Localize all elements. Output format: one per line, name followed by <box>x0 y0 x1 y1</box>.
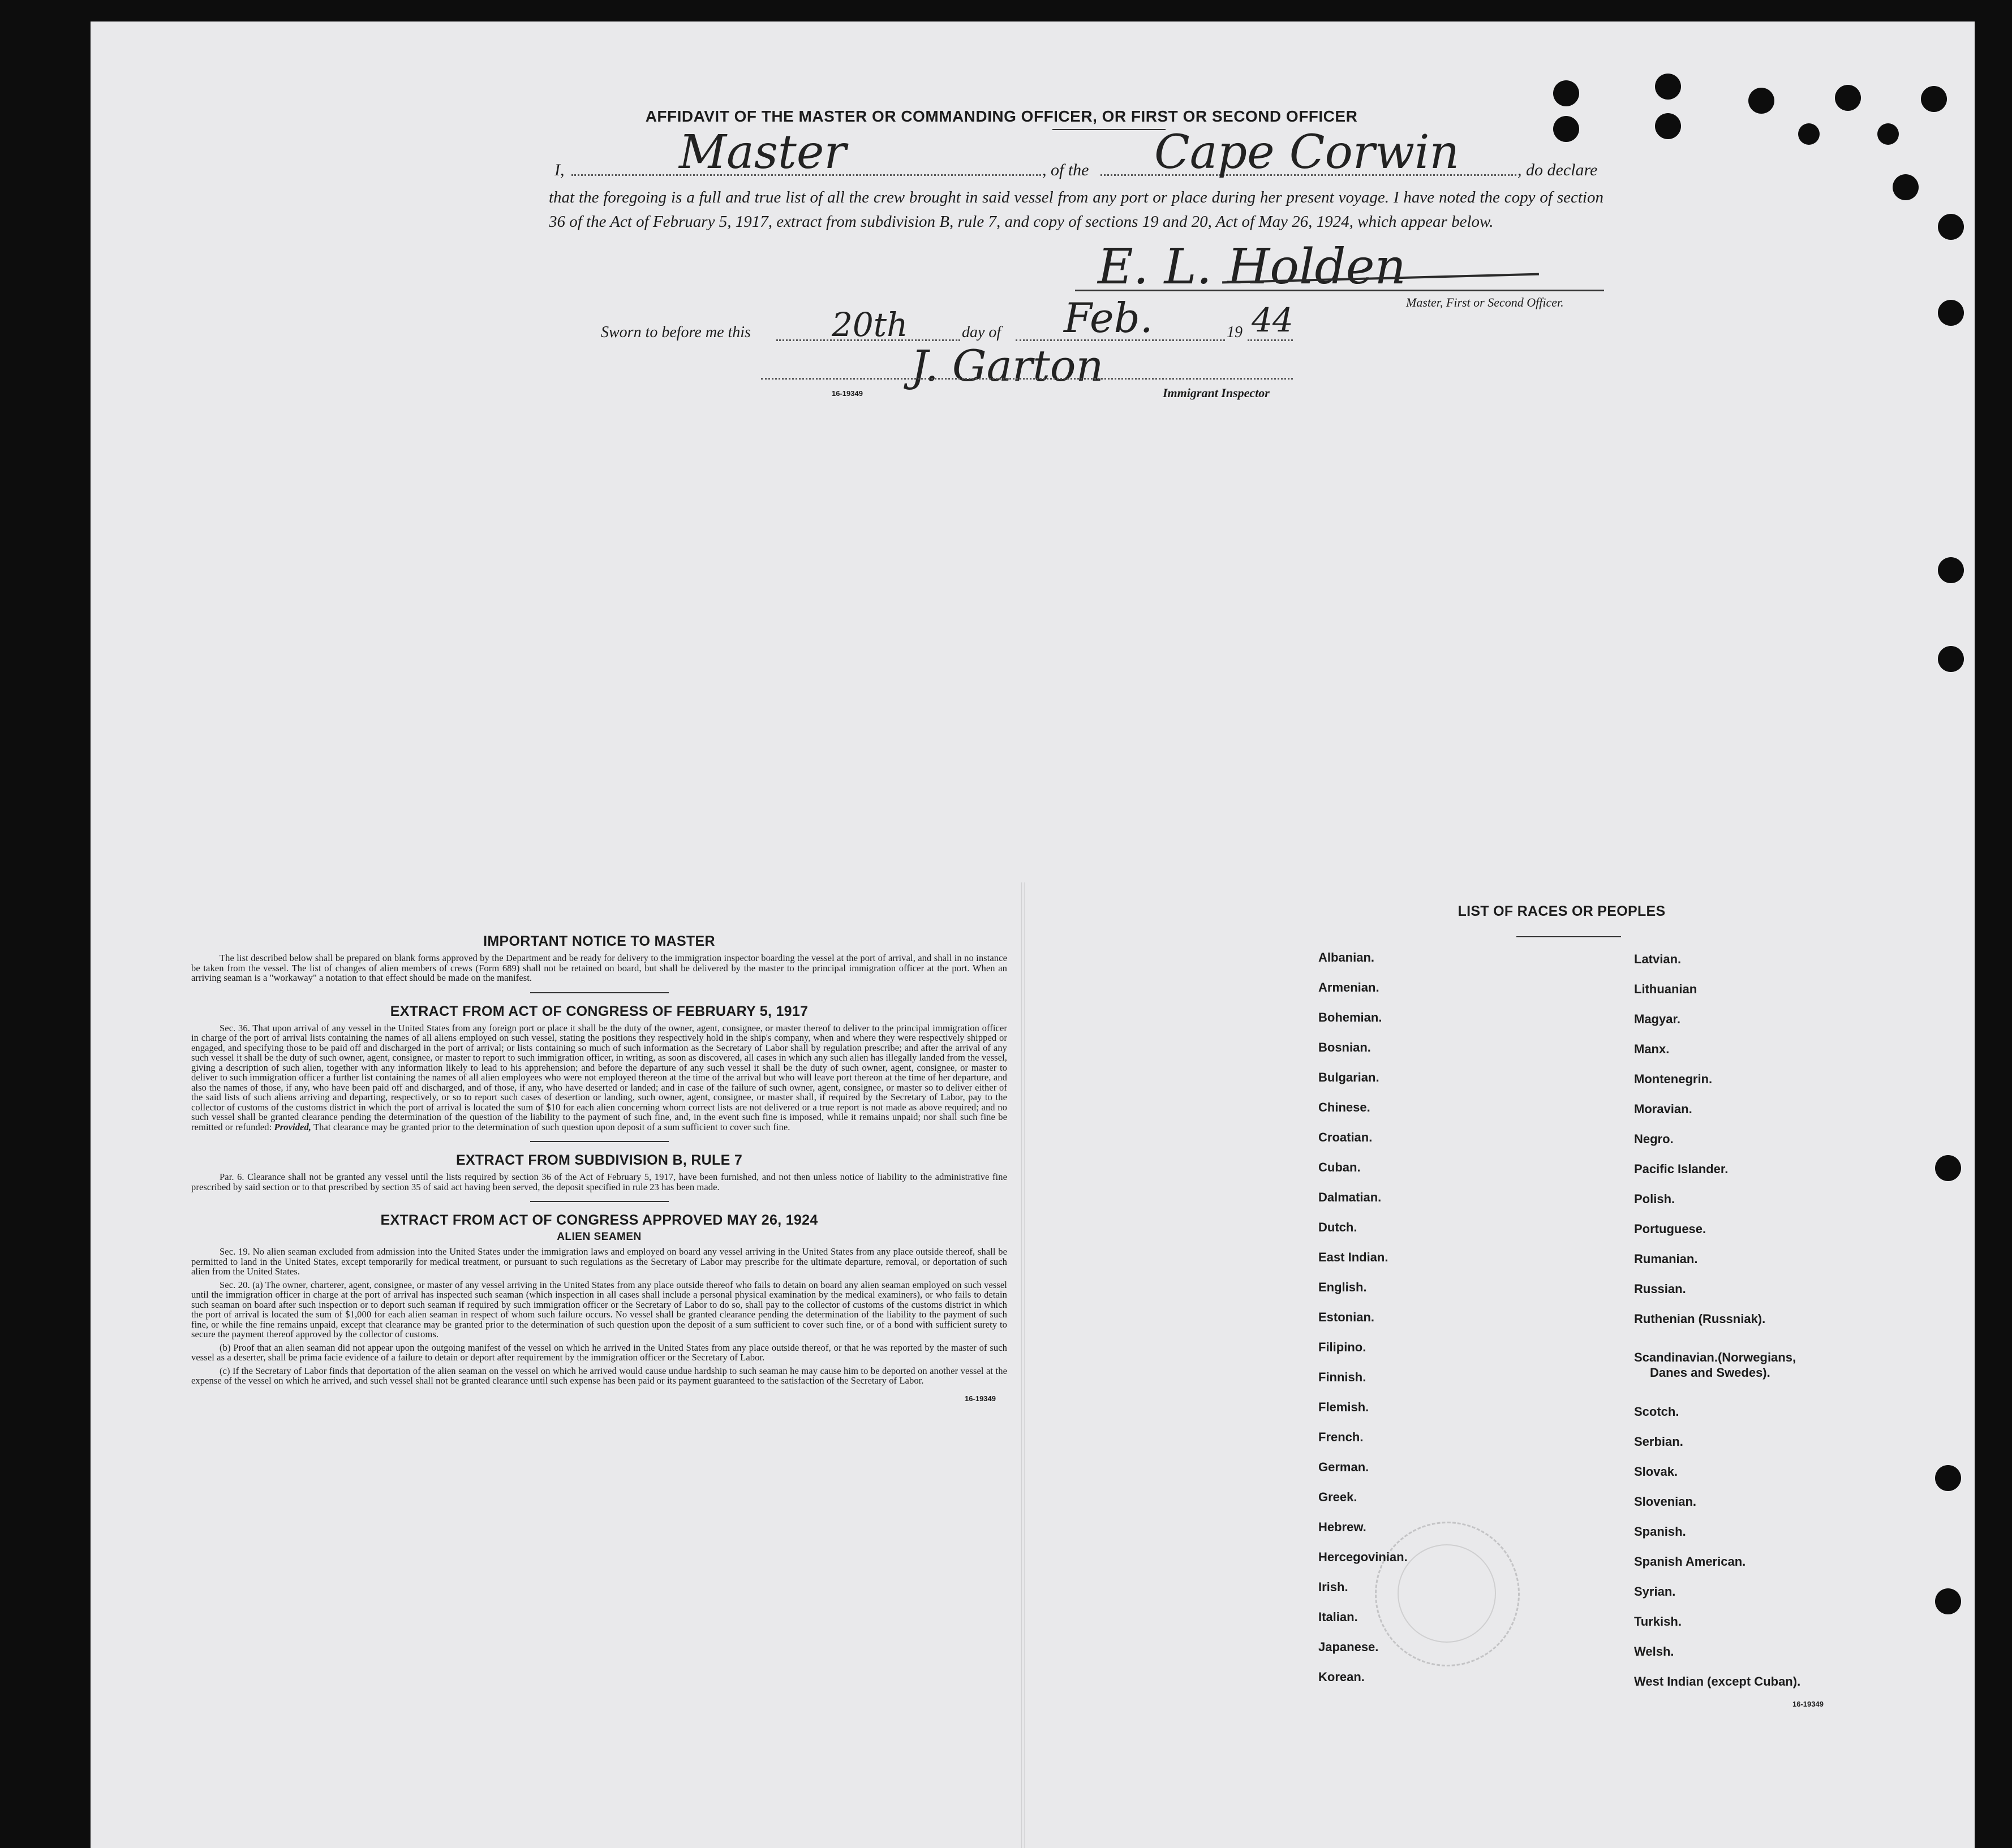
race-item: German. <box>1318 1460 1369 1474</box>
races-form-number: 16-19349 <box>1792 1700 1824 1708</box>
punch-hole <box>1835 85 1861 111</box>
punch-hole <box>1655 113 1681 139</box>
race-item: Welsh. <box>1634 1644 1674 1659</box>
declaration-prefix: I, <box>554 161 565 179</box>
race-item: Hebrew. <box>1318 1520 1366 1534</box>
race-item: Greek. <box>1318 1490 1357 1504</box>
punch-hole <box>1553 80 1579 106</box>
punch-hole <box>1938 214 1964 240</box>
race-item: Magyar. <box>1634 1012 1680 1026</box>
alien-seamen-subtitle: ALIEN SEAMEN <box>557 1231 642 1243</box>
race-item: English. <box>1318 1280 1367 1294</box>
title-underline <box>1052 129 1166 130</box>
section-divider <box>530 992 669 993</box>
affidavit-title: AFFIDAVIT OF THE MASTER OR COMMANDING OFFICER, OR FIRST OR SECOND OFFICER <box>645 107 1358 125</box>
race-item: French. <box>1318 1430 1364 1444</box>
race-item: Rumanian. <box>1634 1252 1698 1266</box>
race-item: Polish. <box>1634 1192 1675 1206</box>
section-20a-text: Sec. 20. (a) The owner, charterer, agent, consignee, or master of any vessel arriving in the United States from any place outside thereof who fails to detain on board any alien seaman employed on such vessel until the immigration officer in charge at the port of arrival has inspected such seaman (which inspection in all cases shall include a personal physical examination by the medical examiners), or who fails to detain such seaman on board after such inspection or to deport such seaman if required by such immigration officer or the Secretary of Labor to do so, shall pay to the collector of customs of the customs district in which the port of arrival is located the sum of $1,000 for each alien seaman in respect of whom such failure occurs. No vessel shall be granted clearance pending the determination of the liability to the payment of such fine, or while the fine remains unpaid, except that clearance may be granted prior to the determination of such question upon the deposit of a sum sufficient to cover such fine, or of a bond with sufficient surety to secure the payment thereof approved by the collector of customs. <box>191 1279 1007 1339</box>
race-item: East Indian. <box>1318 1250 1388 1264</box>
officer-signature: E. L. Holden <box>1098 239 1406 295</box>
race-item: Irish. <box>1318 1580 1348 1594</box>
race-item: Bulgarian. <box>1318 1070 1379 1084</box>
left-form-number: 16-19349 <box>965 1394 996 1403</box>
race-item: Korean. <box>1318 1670 1365 1684</box>
race-item: Flemish. <box>1318 1400 1369 1414</box>
races-title: LIST OF RACES OR PEOPLES <box>1458 903 1666 919</box>
notice-text: The list described below shall be prepared on blank forms approved by the Department and be ready for delivery to the immigration inspector boarding the vessel at the port of arrival, and shall in no instance be taken from the vessel. The list of changes of alien members of crews (Form 689) shall not be retained on board, but shall be delivered by the master to the principal immigration officer at the port. When an arriving seaman is a "workaway" a notation to that effect should be made on the manifest. <box>191 953 1007 983</box>
affidavit-form-number: 16-19349 <box>832 389 863 398</box>
race-item: West Indian (except Cuban). <box>1634 1674 1801 1688</box>
race-item: Turkish. <box>1634 1614 1682 1629</box>
race-item: Slovak. <box>1634 1464 1678 1479</box>
section-20b-text: (b) Proof that an alien seaman did not appear upon the outgoing manifest of the vessel on which he arrived in the United States from any place outside thereof, or that he was reported by the master of such vessel as a deserter, shall be prima facie evidence of a failure to detain or deport after requirement by the immigration officer or the Secretary of Labor. <box>191 1342 1007 1363</box>
punch-hole <box>1938 646 1964 672</box>
race-item: Slovenian. <box>1634 1494 1697 1509</box>
signature-line <box>1075 290 1604 291</box>
day-handwritten: 20th <box>832 305 908 344</box>
punch-hole <box>1893 174 1919 200</box>
of-the-label: , of the <box>1042 161 1089 179</box>
race-item: Bosnian. <box>1318 1040 1371 1054</box>
vessel-handwritten: Cape Corwin <box>1154 126 1460 179</box>
scandinavian-line-1: Scandinavian.(Norwegians, <box>1634 1350 1796 1364</box>
extract-1917-text <box>191 1023 1007 1132</box>
race-item: Pacific Islander. <box>1634 1162 1729 1176</box>
race-item: Scotch. <box>1634 1405 1679 1419</box>
race-item: Spanish. <box>1634 1524 1686 1539</box>
race-item: Serbian. <box>1634 1435 1683 1449</box>
race-item: Syrian. <box>1634 1584 1676 1599</box>
punch-hole <box>1938 300 1964 326</box>
day-of-label: day of <box>962 324 1001 341</box>
inspector-field-line <box>761 378 1293 380</box>
race-item: Bohemian. <box>1318 1010 1382 1024</box>
race-item: Cuban. <box>1318 1160 1361 1174</box>
race-item: Filipino. <box>1318 1340 1366 1354</box>
punch-hole <box>1935 1465 1961 1491</box>
inspector-signature: J. Garton <box>911 341 1104 391</box>
punch-hole <box>1938 557 1964 583</box>
race-item: Chinese. <box>1318 1100 1370 1114</box>
page-fold <box>1021 882 1025 1848</box>
race-item: Japanese. <box>1318 1640 1379 1654</box>
extract-1917-title: EXTRACT FROM ACT OF CONGRESS OF FEBRUARY 5, 1917 <box>390 1003 809 1019</box>
punch-hole <box>1553 116 1579 142</box>
declaration-text: that the foregoing is a full and true list of all the crew brought in said vessel from any port or place during her present voyage. I have noted the copy of section 36 of the Act of February 5, 1917, extract from subdivision B, rule 7, and copy of sections 19 and 20, Act of May 26, 1924, which appear below. <box>549 188 1603 231</box>
race-item: Spanish American. <box>1634 1554 1746 1569</box>
extract-1924-title: EXTRACT FROM ACT OF CONGRESS APPROVED MAY 26, 1924 <box>380 1212 818 1228</box>
race-item: Negro. <box>1634 1132 1674 1146</box>
do-declare-label: , do declare <box>1517 161 1598 179</box>
officer-handwritten: Master <box>679 126 846 179</box>
race-item: Italian. <box>1318 1610 1358 1624</box>
month-handwritten: Feb. <box>1064 294 1153 342</box>
race-item: Croatian. <box>1318 1130 1373 1144</box>
punch-hole <box>1877 123 1899 145</box>
scandinavian-line-2: Danes and Swedes). <box>1650 1365 1770 1380</box>
race-item: Portuguese. <box>1634 1222 1706 1236</box>
extract-rule7-title: EXTRACT FROM SUBDIVISION B, RULE 7 <box>455 1152 743 1168</box>
proviso-text: That clearance may be granted prior to the determination of such question upon deposit of a sum sufficient to cover such fine. <box>313 1121 790 1132</box>
race-item: Dalmatian. <box>1318 1190 1382 1204</box>
race-item: Estonian. <box>1318 1310 1375 1324</box>
race-item: Montenegrin. <box>1634 1072 1713 1086</box>
section-20c-text: (c) If the Secretary of Labor finds that deportation of the alien seaman on the vessel on which he arrived would cause undue hardship to such seaman he may cause him to be deported on another vessel at the expense of the vessel on which he arrived, and such vessel shall not be granted clearance until such expense has been paid or its payment guaranteed to the satisfaction of the Secretary of Labor. <box>191 1365 1007 1386</box>
race-item-scandinavian <box>1634 1350 1872 1380</box>
punch-hole <box>1921 86 1947 112</box>
extract-rule7-text: Par. 6. Clearance shall not be granted any vessel until the lists required by section 36 of the Act of February 5, 1917, have been furnished, and not then unless notice of liability to the administrative fine prescribed by said section or to that prescribed by section 35 of said act having been served, the deposit specified in rule 23 has been made. <box>191 1171 1007 1192</box>
section-36-text: Sec. 36. That upon arrival of any vessel in the United States from any foreign port or place it shall be the duty of the owner, agent, consignee, or master thereof to deliver to the principal immigration officer in charge of the port of arrival lists containing the names of all aliens employed on such vessel, stating the positions they respectively hold in the ship's company, when and where they were respectively shipped or engaged, and specifying those to be paid off and discharged in the port of arrival; or lists containing so much of such information as the Secretary of Labor shall by regulation prescribe; and after the arrival of any such vessel it shall be the duty of such owner, agent, consignee, or master to report to such immigration officer, in writing, as soon as discovered, all cases in which any such alien has illegally landed from the vessel, giving a description of such alien, together with any information likely to lead to his apprehension; and before the departure of any such vessel it shall be the duty of such owner, agent, consignee, or master to deliver to such immigration officer a further list containing the names of all alien employees who were not employed thereon at the time of the arrival but who will leave port thereon at the time of her departure, and also the names of those, if any, who have been paid off and discharged, and of those, if any, who have deserted or landed; and in case of the failure of such owner, agent, consignee, or master so to deliver either of the said lists of such aliens arriving and departing, respectively, or so to report such cases of desertion or landing, such owner, agent, consignee, or master shall, if required by the Secretary of Labor, pay to the collector of customs of the customs district in which the port of arrival is located the sum of $10 for each alien concerning whom correct lists are not delivered or a true report is not made as above required; and no such vessel shall be granted clearance pending the determination of the question of the liability to the payment of such fine, and, in the event such fine is imposed, while it remains unpaid; nor shall such fine be remitted or refunded: <box>191 1022 1007 1132</box>
proviso-word: Provided, <box>274 1121 312 1132</box>
inspector-caption: Immigrant Inspector <box>1163 386 1270 400</box>
punch-hole <box>1748 88 1774 114</box>
sworn-prefix: Sworn to before me this <box>601 324 751 341</box>
race-item: Latvian. <box>1634 952 1682 966</box>
punch-hole <box>1935 1155 1961 1181</box>
punch-hole <box>1935 1588 1961 1614</box>
race-item: Russian. <box>1634 1282 1686 1296</box>
year-prefix: 19 <box>1227 324 1243 341</box>
race-item: Finnish. <box>1318 1370 1366 1384</box>
races-title-underline <box>1516 936 1621 937</box>
race-item: Manx. <box>1634 1042 1670 1056</box>
section-divider <box>530 1141 669 1142</box>
race-item: Hercegovinian. <box>1318 1550 1408 1564</box>
punch-hole <box>1798 123 1820 145</box>
race-item: Ruthenian (Russniak). <box>1634 1312 1766 1326</box>
race-item: Albanian. <box>1318 950 1375 964</box>
year-handwritten: 44 <box>1252 301 1293 339</box>
race-item: Dutch. <box>1318 1220 1357 1234</box>
legal-text-column <box>191 933 1007 1404</box>
signature-caption: Master, First or Second Officer. <box>1406 295 1564 309</box>
embossed-seal-inner <box>1398 1544 1496 1643</box>
year-field-line <box>1248 339 1293 341</box>
notice-title: IMPORTANT NOTICE TO MASTER <box>483 933 715 949</box>
punch-hole <box>1655 74 1681 100</box>
race-item: Moravian. <box>1634 1102 1692 1116</box>
race-item: Lithuanian <box>1634 982 1697 996</box>
section-divider <box>530 1201 669 1202</box>
race-item: Armenian. <box>1318 980 1379 994</box>
section-19-text: Sec. 19. No alien seaman excluded from admission into the United States under the immigration laws and employed on board any vessel arriving in the United States from any place outside thereof, shall be permitted to land in the United States, except temporarily for medical treatment, or pursuant to such regulations as the Secretary of Labor may prescribe for the ultimate departure, removal, or deportation of such alien from the United States. <box>191 1246 1007 1277</box>
